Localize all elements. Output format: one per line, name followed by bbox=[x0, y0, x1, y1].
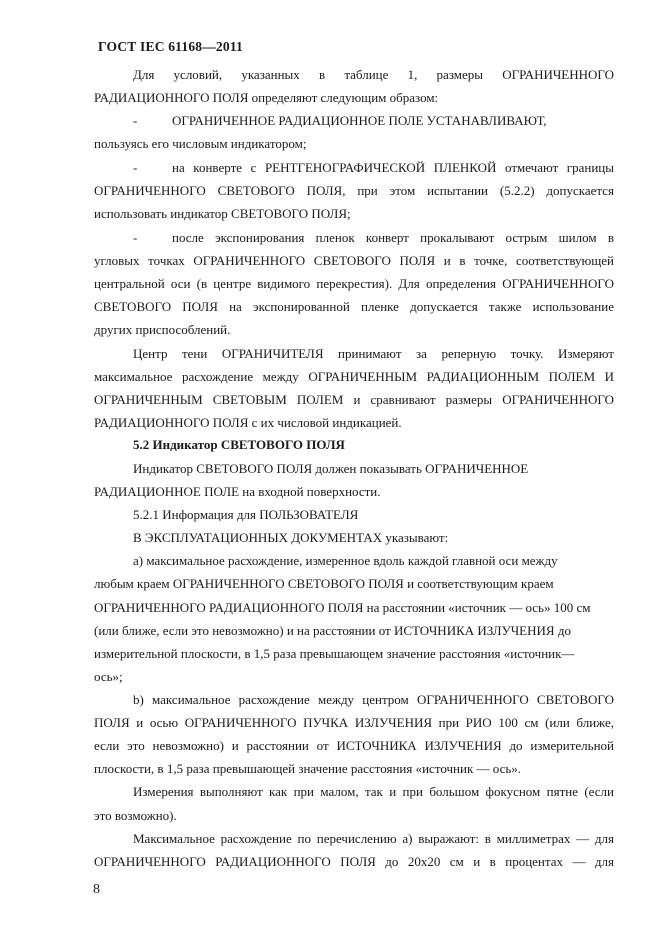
text-line: СВЕТОВОГО ПОЛЯ на экспонированной пленке допускается также использование bbox=[94, 299, 614, 314]
text-line: РАДИАЦИОННОЕ ПОЛЕ на входной поверхности. bbox=[94, 484, 381, 499]
page-number: 8 bbox=[93, 882, 100, 897]
text-line: ОГРАНИЧЕННОГО РАДИАЦИОННОГО ПОЛЯ на расстоянии «источник — ось» 100 см bbox=[94, 600, 591, 615]
text-line: Для условий, указанных в таблице 1, размеры ОГРАНИЧЕННОГО bbox=[133, 67, 614, 82]
text-line: ОГРАНИЧЕННЫМ СВЕТОВЫМ ПОЛЕМ и сравнивают размеры ОГРАНИЧЕННОГО bbox=[94, 392, 614, 407]
text-line: пользуясь его числовым индикатором; bbox=[94, 136, 307, 151]
text-line: (или ближе, если это невозможно) и на расстоянии от ИСТОЧНИКА ИЗЛУЧЕНИЯ до bbox=[94, 623, 571, 638]
list-bullet: - bbox=[133, 113, 138, 128]
text-line: плоскости, в 1,5 раза превышающей значение расстояния «источник — ось». bbox=[94, 761, 522, 776]
text-line: измерительной плоскости, в 1,5 раза превышающем значение расстояния «источник— bbox=[94, 646, 575, 661]
text-line: использовать индикатор СВЕТОВОГО ПОЛЯ; bbox=[94, 206, 351, 221]
text-line: угловых точках ОГРАНИЧЕННОГО СВЕТОВОГО ПОЛЯ и в точке, соответствующей bbox=[94, 253, 614, 268]
text-line: b) максимальное расхождение между центром ОГРАНИЧЕННОГО СВЕТОВОГО bbox=[133, 692, 614, 707]
text-line: на конверте с РЕНТГЕНОГРАФИЧЕСКОЙ ПЛЕНКОЙ отмечают границы bbox=[172, 160, 614, 175]
text-line: ось»; bbox=[94, 669, 123, 684]
text-line: других приспособлений. bbox=[94, 322, 231, 337]
text-line: ОГРАНИЧЕННОГО РАДИАЦИОННОГО ПОЛЯ до 20х20 см и в процентах — для bbox=[94, 854, 614, 869]
document-header: ГОСТ IEC 61168—2011 bbox=[98, 39, 243, 54]
text-line: это возможно). bbox=[94, 808, 177, 823]
text-line: 5.2.1 Информация для ПОЛЬЗОВАТЕЛЯ bbox=[133, 507, 359, 522]
text-line: Максимальное расхождение по перечислению а) выражают: в миллиметрах — для bbox=[133, 831, 614, 846]
text-line: любым краем ОГРАНИЧЕННОГО СВЕТОВОГО ПОЛЯ и соответствующим краем bbox=[94, 576, 554, 591]
list-bullet: - bbox=[133, 160, 138, 175]
text-line: максимальное расхождение между ОГРАНИЧЕННЫМ РАДИАЦИОННЫМ ПОЛЕМ И bbox=[94, 369, 614, 384]
text-line: В ЭКСПЛУАТАЦИОННЫХ ДОКУМЕНТАХ указывают: bbox=[133, 530, 449, 545]
text-line: а) максимальное расхождение, измеренное вдоль каждой главной оси между bbox=[133, 553, 558, 568]
text-line: ПОЛЯ и осью ОГРАНИЧЕННОГО ПУЧКА ИЗЛУЧЕНИЯ при РИО 100 см (или ближе, bbox=[94, 715, 614, 730]
list-bullet: - bbox=[133, 230, 138, 245]
text-line: Центр тени ОГРАНИЧИТЕЛЯ принимают за реперную точку. Измеряют bbox=[133, 346, 614, 361]
text-line: ОГРАНИЧЕННОЕ РАДИАЦИОННОЕ ПОЛЕ УСТАНАВЛИВАЮТ, bbox=[172, 113, 547, 128]
text-line: РАДИАЦИОННОГО ПОЛЯ с их числовой индикацией. bbox=[94, 415, 402, 430]
text-line: Измерения выполняют как при малом, так и при большом фокусном пятне (если bbox=[133, 784, 614, 799]
text-line: Индикатор СВЕТОВОГО ПОЛЯ должен показывать ОГРАНИЧЕННОЕ bbox=[133, 461, 529, 476]
text-line: центральной оси (в центре видимого перекрестия). Для определения ОГРАНИЧЕННОГО bbox=[94, 276, 614, 291]
text-line: РАДИАЦИОННОГО ПОЛЯ определяют следующим образом: bbox=[94, 90, 439, 105]
text-line: если это невозможно) и расстоянии от ИСТОЧНИКА ИЗЛУЧЕНИЯ до измерительной bbox=[94, 738, 614, 753]
text-line: 5.2 Индикатор СВЕТОВОГО ПОЛЯ bbox=[133, 437, 345, 452]
text-line: ОГРАНИЧЕННОГО СВЕТОВОГО ПОЛЯ, при этом испытании (5.2.2) допускается bbox=[94, 183, 614, 198]
text-line: после экспонирования пленок конверт прокалывают острым шилом в bbox=[172, 230, 614, 245]
